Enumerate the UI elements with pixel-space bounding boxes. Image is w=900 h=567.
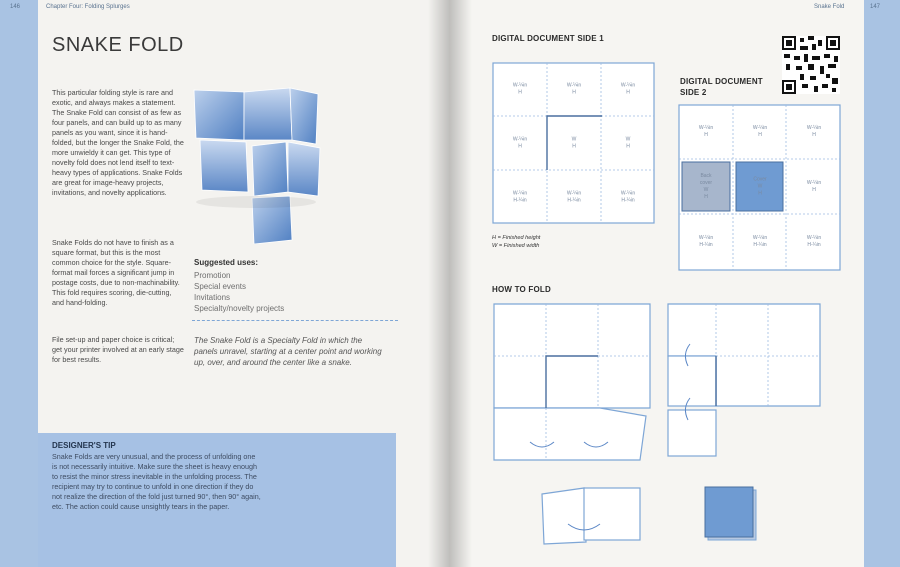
finished-cover xyxy=(705,487,753,537)
grid-cell-label: W-¼in H xyxy=(806,125,822,138)
legend-width: W = Finished width xyxy=(492,243,540,249)
suggested-uses-list xyxy=(194,270,284,314)
right-page xyxy=(450,0,900,567)
how-to-fold-heading: HOW TO FOLD xyxy=(492,285,551,294)
list-item: Invitations xyxy=(194,293,231,302)
side-1-diagram xyxy=(492,62,660,230)
legend-height: H = Finished height xyxy=(492,235,541,241)
intro-paragraph: This particular folding style is rare and exotic, and always makes a statement. The Snake Fold can consist of as few as four panels, and can build up to as many panels as you want, since it is hand-folded, but the longer the Snake Fold, the more unwieldy it can get. This type of novelty fold does not lend itself to text-heavy types of applications. Snake Folds are great for image-heavy projects, invitations, and novelty applications. xyxy=(52,88,184,197)
grid-cell-label: W-¼in H xyxy=(512,82,528,96)
running-head-left: Chapter Four: Folding Splurges xyxy=(46,4,130,10)
fold-step-1-diagram xyxy=(490,300,658,468)
grid-cell-label: W-¼in H xyxy=(806,180,822,193)
gutter-shadow-right xyxy=(450,0,472,567)
page-title: SNAKE FOLD xyxy=(52,34,184,56)
grid-cell-label: W-¼in H xyxy=(752,125,768,138)
grid-cell-label: W-¼in H xyxy=(620,82,636,96)
running-head-right: Snake Fold xyxy=(814,4,845,10)
grid-cell-label: Back cover W H xyxy=(699,173,713,200)
figure-caption: The Snake Fold is a Specialty Fold in which the panels unravel, starting at a center point and working up, over, and around the center like a snake. xyxy=(194,336,382,367)
suggested-uses-heading: Suggested uses: xyxy=(194,258,259,267)
tip-body: Snake Folds are very unusual, and the process of unfolding one is not necessarily intuitive. Make sure the sheet is heavy enough to resist the minor stress inevitable in the unfolding process. The recipient may try to continue to unfold in one direction if they do not realize the direction of the fold just turned 90°, then 90° again, etc. The action could cause unsightly tears in the paper. xyxy=(52,452,261,511)
grid-cell-label: W-¼in H-¼in xyxy=(566,190,582,204)
left-bleed-strip xyxy=(0,0,38,567)
fold-step-2-diagram xyxy=(664,300,830,466)
grid-cell-label: W-¼in H-¼in xyxy=(752,235,768,248)
list-item: Specialty/novelty projects xyxy=(194,304,285,313)
fold-step-3-diagram xyxy=(538,484,648,548)
illustration-panel xyxy=(244,88,292,140)
grid-cell-label: W-¼in H-¼in xyxy=(806,235,822,248)
tip-heading: DESIGNER'S TIP xyxy=(52,441,116,450)
right-bleed-strip xyxy=(864,0,900,567)
illustration-panel xyxy=(194,90,244,140)
body-paragraph-2: Snake Folds do not have to finish as a square format, but this is the most common choice for the style. Square-format mail forces a significant jump in postage costs, due to non-machinability. This fold requires scoring, die-cutting, and hand-folding. xyxy=(52,238,180,307)
list-item: Promotion xyxy=(194,271,231,280)
grid-cell-label: W H xyxy=(571,136,577,150)
qr-code-graphic xyxy=(782,36,840,94)
grid-cell-label: W-¼in H xyxy=(566,82,582,96)
page-number-right: 147 xyxy=(870,4,881,10)
illustration-panel xyxy=(200,140,248,192)
grid-cell-label: W-¼in H-¼in xyxy=(698,235,714,248)
dashed-divider xyxy=(192,320,398,321)
snake-fold-illustration xyxy=(186,84,336,244)
folded-panel xyxy=(668,410,716,456)
body-paragraph-3: File set-up and paper choice is critical; get your printer involved at an early stage for best results. xyxy=(52,335,184,364)
page-number-left: 146 xyxy=(10,4,21,10)
gutter-shadow-left xyxy=(428,0,450,567)
fold-step-4-diagram xyxy=(702,484,762,546)
list-item: Special events xyxy=(194,282,247,291)
qr-code xyxy=(782,36,840,94)
grid-cell-label: W-¼in H-¼in xyxy=(620,190,636,204)
grid-cell-label: Cover W H xyxy=(753,176,767,197)
illustration-panel xyxy=(288,142,320,196)
grid-cell-label: W H xyxy=(625,136,631,150)
illustration-panel xyxy=(290,88,318,144)
side-2-diagram xyxy=(678,104,842,272)
side-2-heading-line-2: SIDE 2 xyxy=(680,88,707,97)
grid-cell-label: W-¼in H xyxy=(512,136,528,150)
side-2-heading-line-1: DIGITAL DOCUMENT xyxy=(680,77,763,86)
designers-tip-box xyxy=(38,433,396,567)
grid-cell-label: W-¼in H-¼in xyxy=(512,190,528,204)
grid-cell-label: W-¼in H xyxy=(698,125,714,138)
illustration-panel xyxy=(252,142,288,196)
side-1-heading: DIGITAL DOCUMENT SIDE 1 xyxy=(492,34,604,43)
diagram-legend xyxy=(492,234,540,250)
illustration-shadow xyxy=(196,196,316,208)
